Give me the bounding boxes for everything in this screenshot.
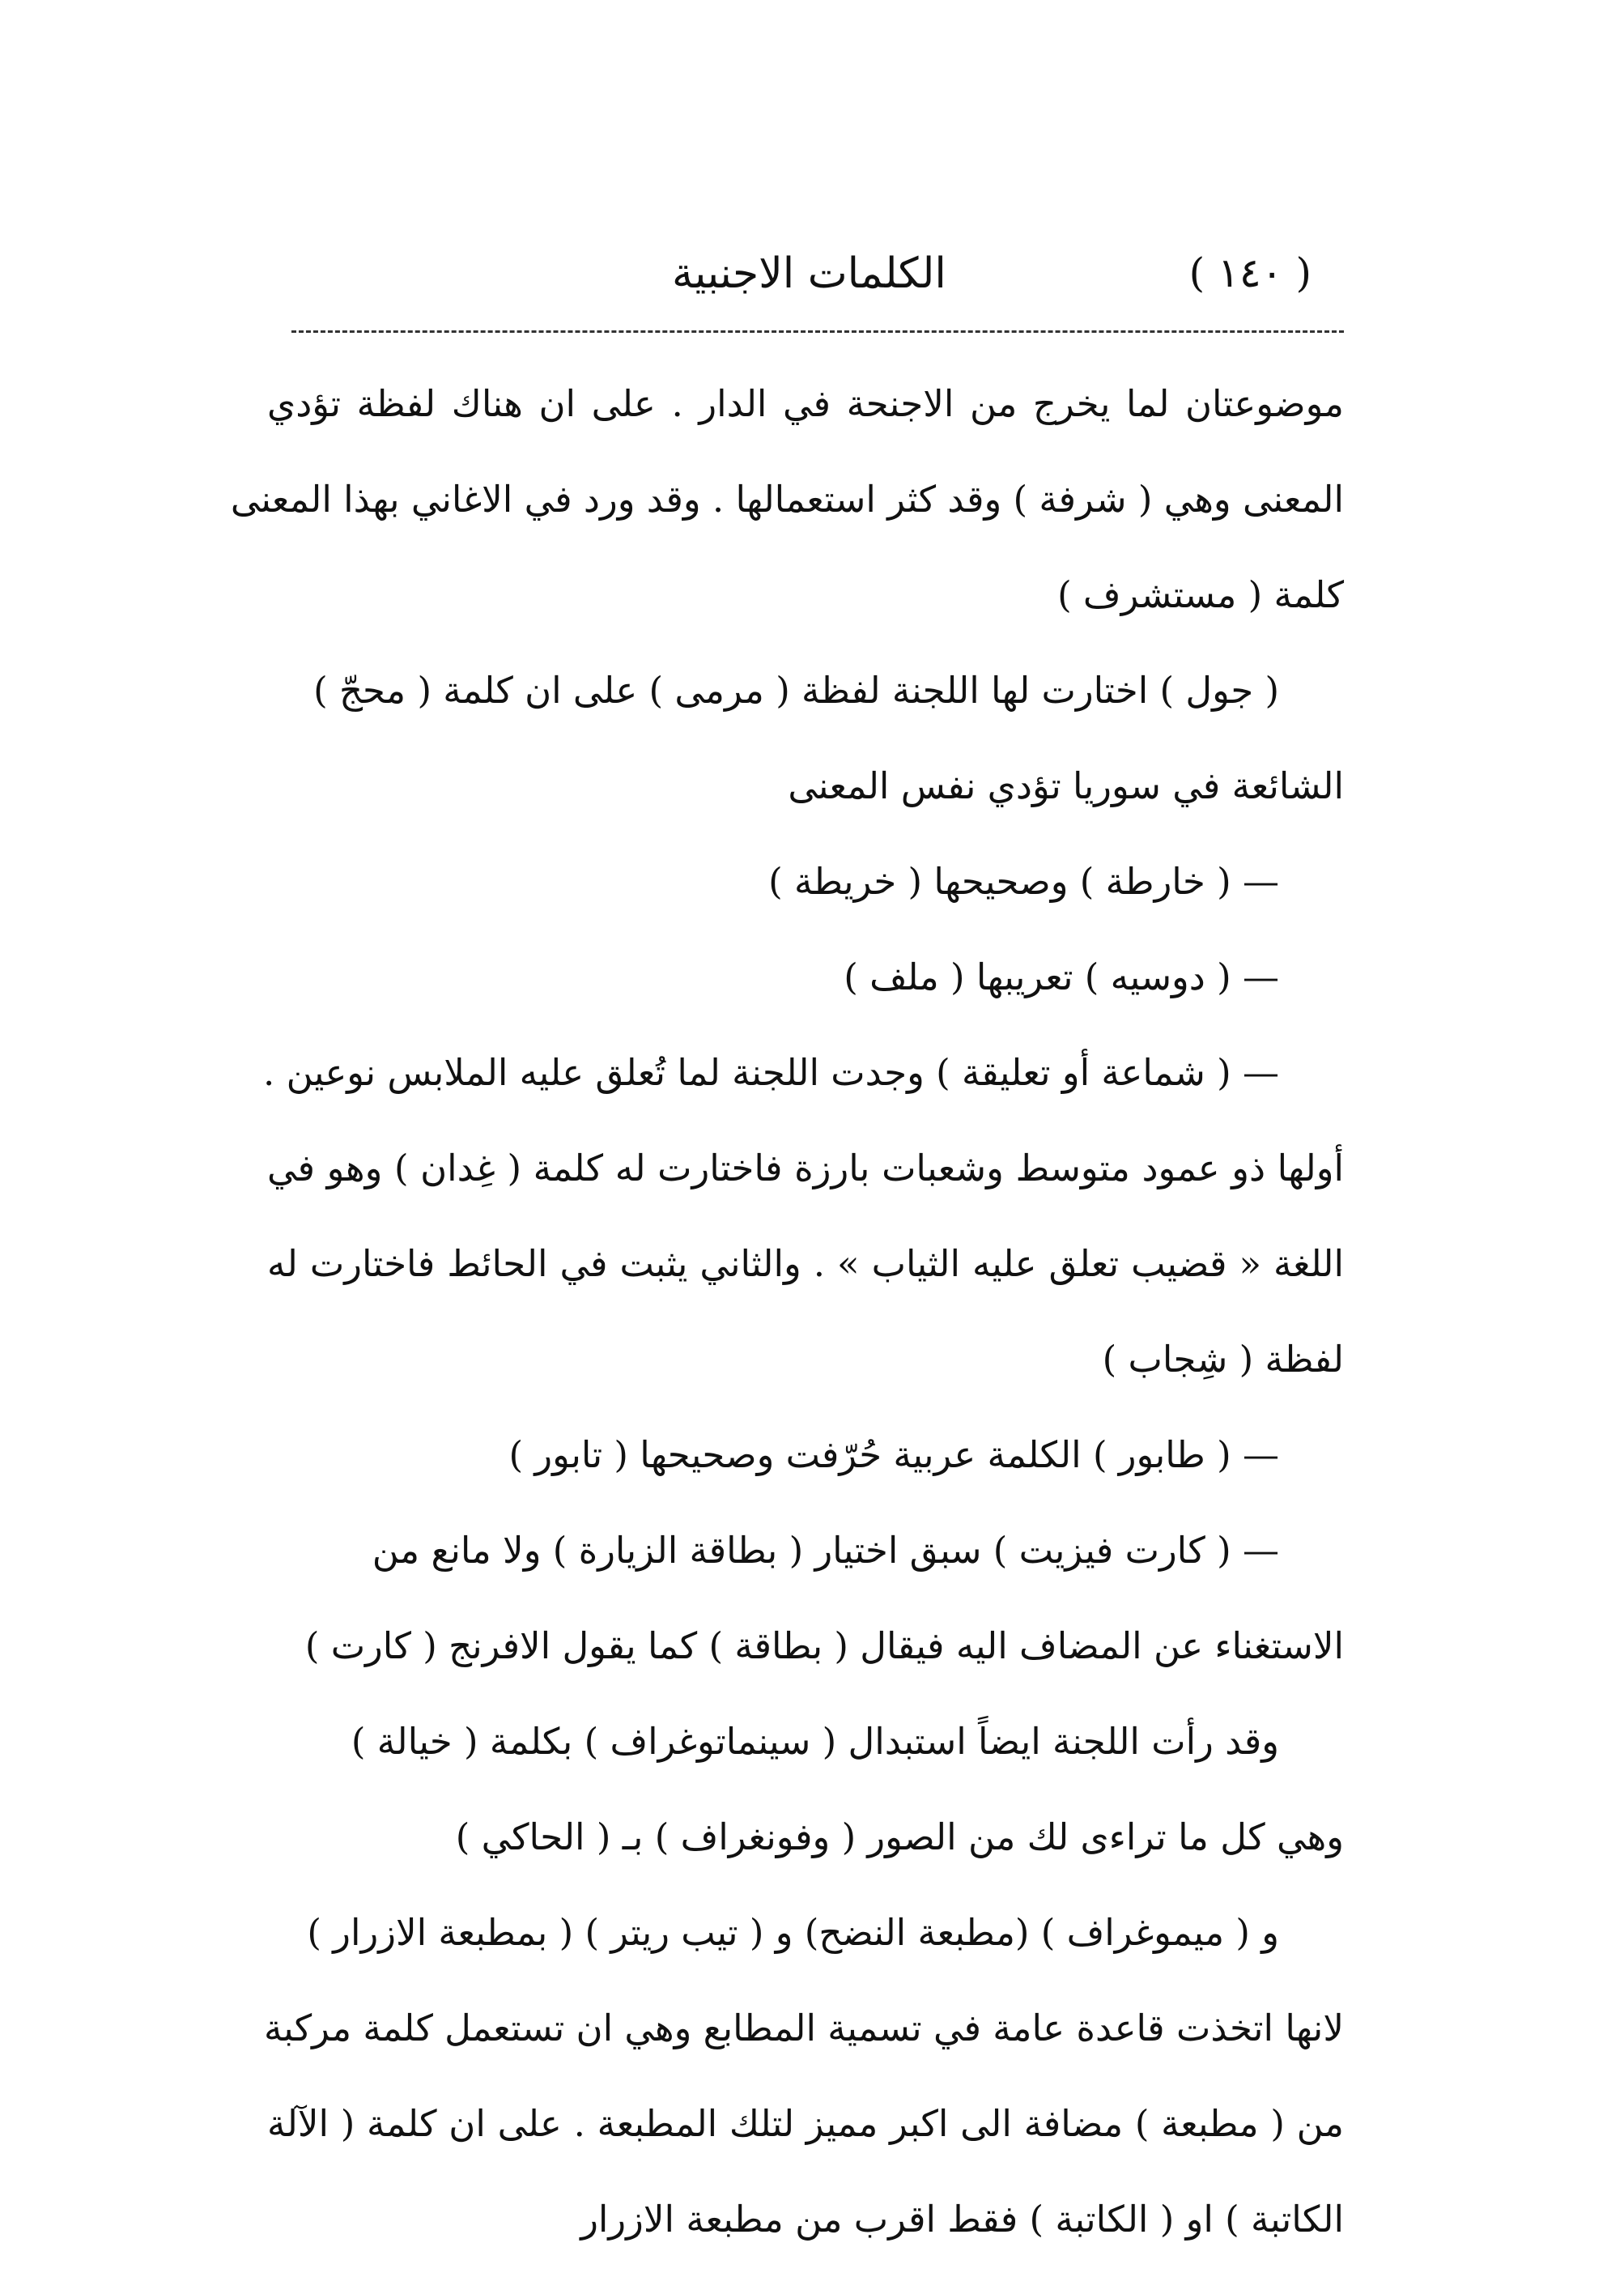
text-line: — ( كارت فيزيت ) سبق اختيار ( بطاقة الزيارة ) ولا مانع من [372,1529,1279,1572]
body-text [230,356,1344,2267]
page-header [291,243,1344,316]
text-line: المعنى وهي ( شرفة ) وقد كثر استعمالها . وقد ورد في الاغاني بهذا المعنى [230,478,1344,521]
text-line: اللغة « قضيب تعلق عليه الثياب » . والثاني يثبت في الحائط فاختارت له [267,1242,1344,1285]
text-line: — ( طابور ) الكلمة عربية حُرّفت وصحيحها ( تابور ) [508,1433,1279,1476]
page-number: ( ١٤٠ ) [1188,249,1312,296]
text-line: — ( شماعة أو تعليقة ) وجدت اللجنة لما تُعلق عليه الملابس نوعين . [263,1051,1279,1094]
text-line: لفظة ( شِجاب ) [1102,1338,1344,1381]
text-line: الاستغناء عن المضاف اليه فيقال ( بطاقة ) كما يقول الافرنج ( كارت ) [304,1624,1344,1667]
text-line: لانها اتخذت قاعدة عامة في تسمية المطابع وهي ان تستعمل كلمة مركبة [264,2007,1344,2049]
text-line: — ( خارطة ) وصحيحها ( خريطة ) [768,860,1279,903]
text-line: موضوعتان لما يخرج من الاجنحة في الدار . على ان هناك لفظة تؤدي [267,382,1344,425]
text-line: ( جول ) اختارت لها اللجنة لفظة ( مرمى ) على ان كلمة ( محجّ ) [313,669,1279,712]
text-line: الشائعة في سوريا تؤدي نفس المعنى [788,764,1344,807]
header-divider [291,330,1344,333]
text-line: — ( دوسيه ) تعريبها ( ملف ) [844,955,1279,998]
text-line: من ( مطبعة ) مضافة الى اكبر مميز لتلك المطبعة . على ان كلمة ( الآلة [267,2102,1344,2145]
text-line: أولها ذو عمود متوسط وشعبات بارزة فاختارت له كلمة ( غِدان ) وهو في [267,1147,1344,1190]
text-line: و ( ميموغراف ) (مطبعة النضح) و ( تيب ريتر ) ( بمطبعة الازرار ) [307,1911,1279,1954]
text-line: الكاتبة ) او ( الكاتبة ) فقط اقرب من مطبعة الازرار [580,2198,1344,2241]
running-title: الكلمات الاجنبية [672,249,946,298]
text-line: كلمة ( مستشرف ) [1057,573,1344,616]
text-line: وهي كل ما تراءى لك من الصور ( وفونغراف ) بـ ( الحاكي ) [455,1815,1344,1858]
text-line: وقد رأت اللجنة ايضاً استبدال ( سينماتوغراف ) بكلمة ( خيالة ) [351,1720,1279,1763]
